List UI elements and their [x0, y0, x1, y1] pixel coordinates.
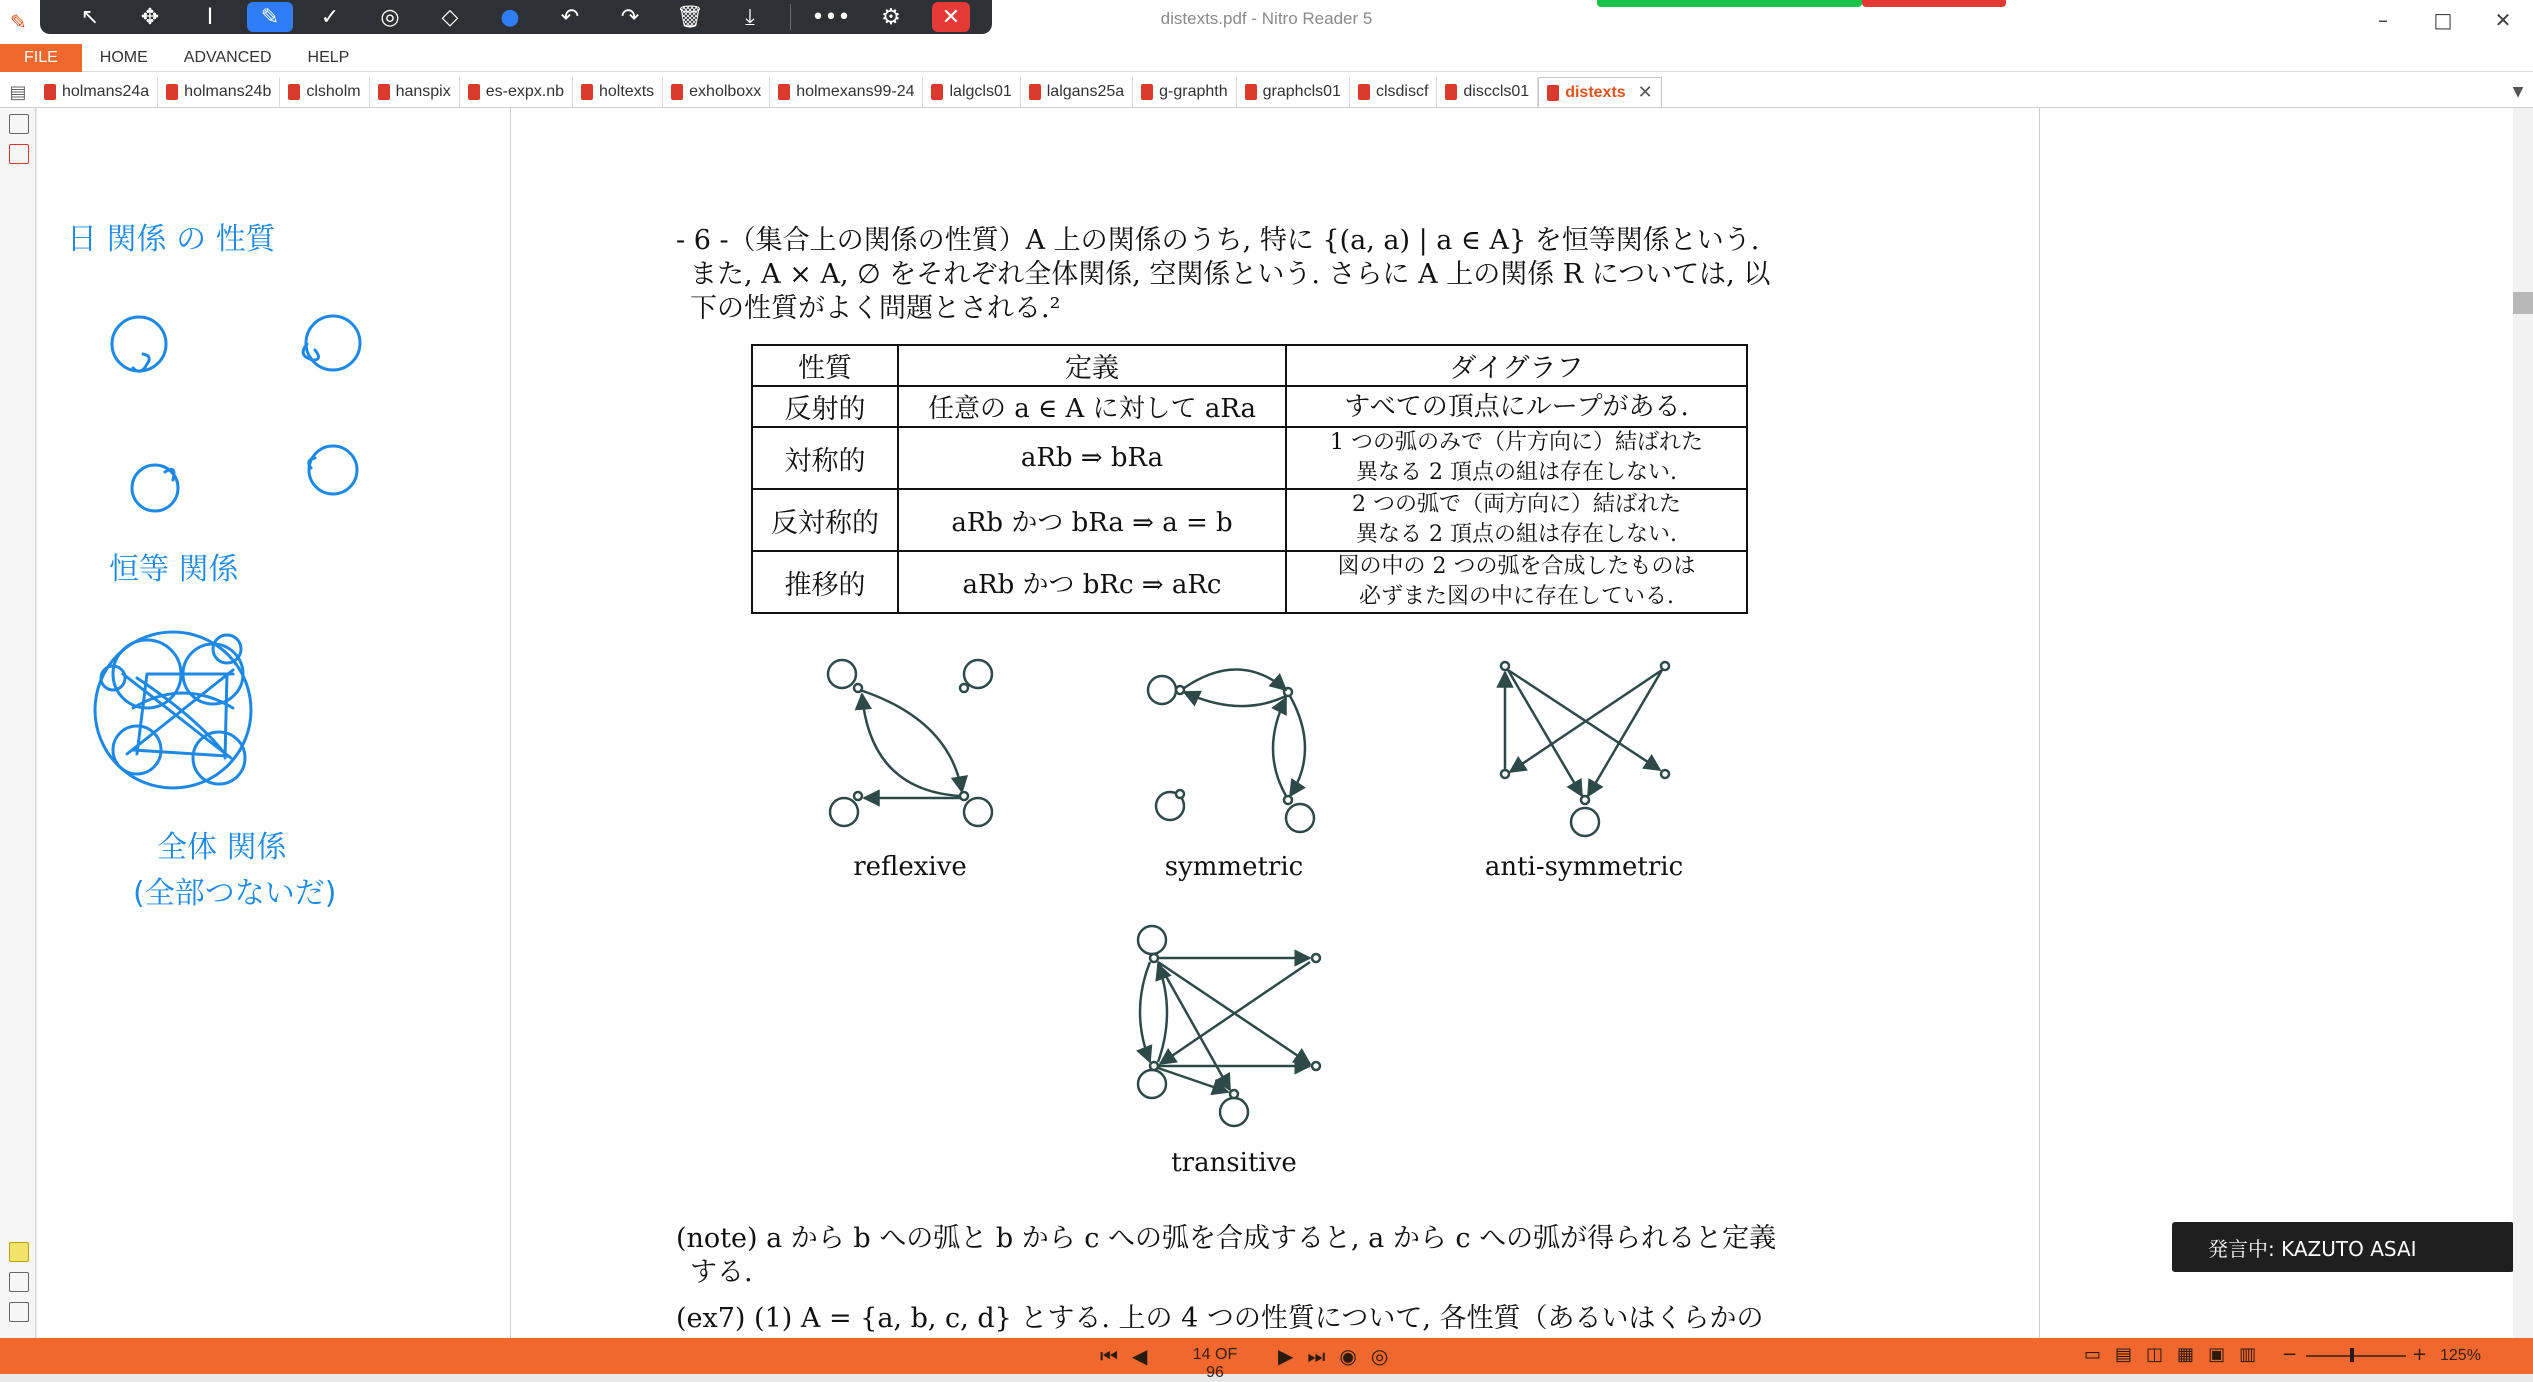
- ribbon-tab-advanced[interactable]: ADVANCED: [183, 48, 272, 66]
- next-page-icon[interactable]: ▶: [1278, 1344, 1294, 1368]
- ribbon-tab-help[interactable]: HELP: [307, 48, 350, 66]
- fit-page-icon[interactable]: ▥: [2239, 1344, 2257, 1365]
- pdf-file-icon: [288, 84, 300, 100]
- transitive-graph: [1138, 926, 1320, 1126]
- pdf-file-icon: [166, 84, 178, 100]
- window-title: distexts.pdf - Nitro Reader 5: [1160, 9, 1373, 28]
- graph-label: symmetric: [1164, 852, 1304, 882]
- doc-tab-label: holmans24b: [184, 83, 272, 100]
- more-icon[interactable]: •••: [811, 4, 851, 30]
- table-cell-definition: 任意の a ∈ A に対して aRa: [898, 386, 1286, 427]
- table-row: [752, 551, 1747, 613]
- pdf-file-icon: [931, 84, 943, 100]
- ribbon-bar: [0, 44, 2533, 72]
- digraph-text: 異なる 2 頂点の組は存在しない.: [1356, 460, 1677, 485]
- meeting-progress-red: [1862, 0, 2006, 7]
- doc-tab-label: g-graphth: [1159, 83, 1228, 100]
- pdf-file-icon: [468, 84, 480, 100]
- doc-tab-label: graphcls01: [1262, 83, 1341, 100]
- pdf-file-icon: [581, 84, 593, 100]
- note-line: する.: [690, 1257, 753, 1288]
- note-line: (note) a から b への弧と b から c への弧を合成すると, a から c への弧が得られると定義: [676, 1223, 1777, 1254]
- doc-tab[interactable]: [573, 77, 663, 107]
- meeting-progress-green: [1597, 0, 1862, 7]
- table-row: [752, 386, 1747, 427]
- settings-user-icon[interactable]: ⚙: [881, 4, 901, 30]
- handwritten-equiv-label: 恒等 関係: [109, 552, 239, 587]
- doc-tab[interactable]: [460, 77, 573, 107]
- doc-tab-label: clsdiscf: [1375, 83, 1429, 100]
- pdf-file-icon: [44, 84, 56, 100]
- scrollbar-thumb[interactable]: [2513, 292, 2533, 314]
- color-picker-icon[interactable]: ●: [500, 4, 520, 30]
- close-pen-icon[interactable]: ✕: [921, 0, 981, 34]
- minimize-icon[interactable]: –: [2378, 8, 2388, 32]
- table-cell-property: 反射的: [752, 386, 898, 427]
- doc-tab-label: hanspix: [395, 83, 451, 100]
- doc-tab[interactable]: [36, 77, 158, 107]
- handwritten-total-label: 全体 関係: [157, 830, 287, 865]
- clipboard-icon[interactable]: [9, 1272, 29, 1292]
- doc-tab-label: clsholm: [306, 83, 361, 100]
- digraph-text: 必ずまた図の中に存在している.: [1359, 584, 1674, 609]
- table-header: ダイグラフ: [1286, 345, 1747, 386]
- redo-icon[interactable]: ↷: [620, 4, 640, 30]
- doc-tab-label: es-expx.nb: [485, 83, 564, 100]
- zoom-in-icon[interactable]: +: [2412, 1344, 2428, 1365]
- doc-tab[interactable]: [1437, 77, 1538, 107]
- doc-tab[interactable]: [158, 77, 280, 107]
- properties-table: [751, 344, 1748, 614]
- pdf-file-icon: [671, 84, 683, 100]
- symmetric-graph: [1148, 669, 1314, 832]
- facing-continuous-view-icon[interactable]: ▦: [2177, 1344, 2195, 1365]
- pdf-file-icon: [1547, 85, 1559, 101]
- table-cell-definition: aRb かつ bRc ⇒ aRc: [898, 551, 1286, 613]
- attachments-icon[interactable]: [9, 144, 29, 164]
- close-window-icon[interactable]: ✕: [2494, 8, 2512, 32]
- graph-label: transitive: [1171, 1148, 1297, 1178]
- doc-tab[interactable]: [1237, 77, 1350, 107]
- doc-tab-label: exholboxx: [689, 83, 762, 100]
- doc-tab-label: holmexans99-24: [796, 83, 915, 100]
- page-nav-right: [1278, 1344, 1388, 1368]
- doc-tab-label: disccls01: [1463, 83, 1530, 100]
- page-indicator[interactable]: 14 OF 96: [1192, 1346, 1238, 1381]
- handwritten-heading: 日 関係 の 性質: [67, 222, 276, 257]
- ribbon-tab-home[interactable]: HOME: [99, 48, 148, 66]
- window-controls: [2353, 0, 2533, 40]
- close-tab-icon[interactable]: ✕: [1637, 82, 1653, 102]
- table-cell-definition: aRb ⇒ bRa: [898, 427, 1286, 489]
- doc-tab[interactable]: [280, 77, 369, 107]
- doc-tab[interactable]: [370, 77, 460, 107]
- table-cell-property: 対称的: [752, 427, 898, 489]
- table-cell-definition: aRb かつ bRa ⇒ a = b: [898, 489, 1286, 551]
- highlighter-tool-icon[interactable]: ◎: [380, 4, 400, 30]
- doc-tab[interactable]: [1021, 77, 1133, 107]
- pointer-tool-icon[interactable]: ↖: [80, 4, 100, 30]
- digraph-text: 2 つの弧で（両方向に）結ばれた: [1352, 492, 1681, 517]
- graph-label: reflexive: [853, 852, 967, 882]
- anti-symmetric-graph: [1501, 662, 1669, 836]
- tab-list-chevron-icon[interactable]: ▼: [2512, 84, 2524, 100]
- download-icon[interactable]: ⤓: [745, 4, 755, 30]
- digraph-text: 図の中の 2 つの弧を合成したものは: [1337, 554, 1696, 579]
- digraph-text: 異なる 2 頂点の組は存在しない.: [1356, 522, 1677, 547]
- left-panel-rail: [0, 108, 36, 1338]
- forward-view-icon[interactable]: ◎: [1370, 1344, 1389, 1368]
- digraph-figures: [800, 640, 1700, 1140]
- reflexive-graph: [828, 660, 992, 826]
- doc-tab[interactable]: [923, 77, 1020, 107]
- doc-tab[interactable]: [1133, 77, 1237, 107]
- doc-tab-label: lalgans25a: [1046, 83, 1125, 100]
- pdf-file-icon: [1358, 84, 1370, 100]
- pdf-file-icon: [778, 84, 790, 100]
- table-cell-digraph: [1286, 386, 1747, 427]
- paragraph-line: - 6 -（集合上の関係の性質）A 上の関係のうち, 特に {(a, a) | a ∈ A} を恒等関係という.: [676, 225, 1760, 256]
- table-header-row: [752, 345, 1747, 386]
- nitro-logo-icon: ✎: [10, 10, 27, 34]
- pen-tool-icon[interactable]: ✎: [240, 0, 300, 34]
- paragraph-line: また, A × A, ∅ をそれぞれ全体関係, 空関係という. さらに A 上の関係 R については, 以: [690, 259, 1771, 290]
- maximize-icon[interactable]: □: [2433, 8, 2453, 32]
- doc-tab[interactable]: [1350, 77, 1437, 107]
- table-header: 性質: [752, 345, 898, 386]
- pen-toolbar: [40, 0, 992, 34]
- layers-icon[interactable]: [9, 1302, 29, 1322]
- fit-width-icon[interactable]: ▣: [2208, 1344, 2226, 1365]
- doc-tab-active[interactable]: [1538, 77, 1662, 107]
- table-header: 定義: [898, 345, 1286, 386]
- digraph-text: すべての頂点にループがある.: [1344, 391, 1689, 422]
- doc-tab[interactable]: [663, 77, 770, 107]
- handwritten-total-note: (全部つないだ): [133, 876, 337, 911]
- annotation-canvas-right[interactable]: [2040, 108, 2513, 1338]
- continuous-view-icon[interactable]: ▤: [2115, 1344, 2133, 1365]
- text-cursor-tool-icon[interactable]: I: [206, 4, 214, 30]
- pages-panel-icon[interactable]: ▤: [9, 81, 27, 103]
- zoom-out-icon[interactable]: −: [2282, 1344, 2298, 1365]
- table-row: [752, 489, 1747, 551]
- table-cell-digraph: [1286, 489, 1747, 551]
- doc-tab-label: holmans24a: [62, 83, 150, 100]
- facing-view-icon[interactable]: ◫: [2146, 1344, 2164, 1365]
- toolbar-divider: [790, 4, 791, 30]
- document-tab-bar: [0, 72, 2533, 108]
- graph-label: anti-symmetric: [1484, 852, 1684, 882]
- speaker-indicator: 発言中: KAZUTO ASAI: [2172, 1222, 2514, 1272]
- eraser-tool-icon[interactable]: ◇: [441, 4, 459, 30]
- pdf-file-icon: [1245, 84, 1257, 100]
- digraph-text: 1 つの弧のみで（片方向に）結ばれた: [1330, 430, 1703, 455]
- zoom-level[interactable]: 125%: [2440, 1347, 2481, 1364]
- doc-tab-label: lalgcls01: [949, 83, 1012, 100]
- prev-page-icon[interactable]: ◀: [1132, 1344, 1148, 1368]
- zoom-slider-thumb[interactable]: [2350, 1348, 2354, 1362]
- page-nav-left: [1100, 1344, 1147, 1368]
- view-modes: [2084, 1344, 2256, 1365]
- undo-icon[interactable]: ↶: [560, 4, 580, 30]
- table-cell-property: 推移的: [752, 551, 898, 613]
- doc-tab-label: holtexts: [599, 83, 655, 100]
- zoom-slider-track[interactable]: [2306, 1355, 2406, 1357]
- paragraph-line: 下の性質がよく問題とされる.²: [690, 293, 1061, 324]
- trash-icon[interactable]: 🗑: [676, 4, 704, 30]
- exercise-line: (ex7) (1) A = {a, b, c, d} とする. 上の 4 つの性質について, 各性質（あるいはくらかの: [676, 1303, 1764, 1334]
- comments-icon[interactable]: [9, 1242, 29, 1262]
- doc-tab[interactable]: [770, 77, 923, 107]
- back-view-icon[interactable]: ◉: [1339, 1344, 1357, 1368]
- table-row: [752, 427, 1747, 489]
- last-page-icon[interactable]: ⏭: [1307, 1344, 1326, 1368]
- check-tool-icon[interactable]: ✓: [320, 4, 340, 30]
- table-cell-digraph: [1286, 551, 1747, 613]
- annotation-canvas-left[interactable]: [37, 108, 510, 1338]
- table-cell-property: 反対称的: [752, 489, 898, 551]
- pdf-file-icon: [1029, 84, 1041, 100]
- handwritten-loops-drawing: [37, 108, 510, 1338]
- ribbon-tab-file[interactable]: FILE: [0, 44, 82, 72]
- pdf-file-icon: [1445, 84, 1457, 100]
- pdf-file-icon: [378, 84, 390, 100]
- first-page-icon[interactable]: ⏮: [1100, 1344, 1118, 1368]
- doc-tab-label: distexts: [1565, 83, 1626, 101]
- table-cell-digraph: [1286, 427, 1747, 489]
- pdf-file-icon: [1141, 84, 1153, 100]
- bookmarks-icon[interactable]: [9, 114, 29, 134]
- single-page-view-icon[interactable]: ▭: [2084, 1344, 2102, 1365]
- move-tool-icon[interactable]: ✥: [140, 4, 160, 30]
